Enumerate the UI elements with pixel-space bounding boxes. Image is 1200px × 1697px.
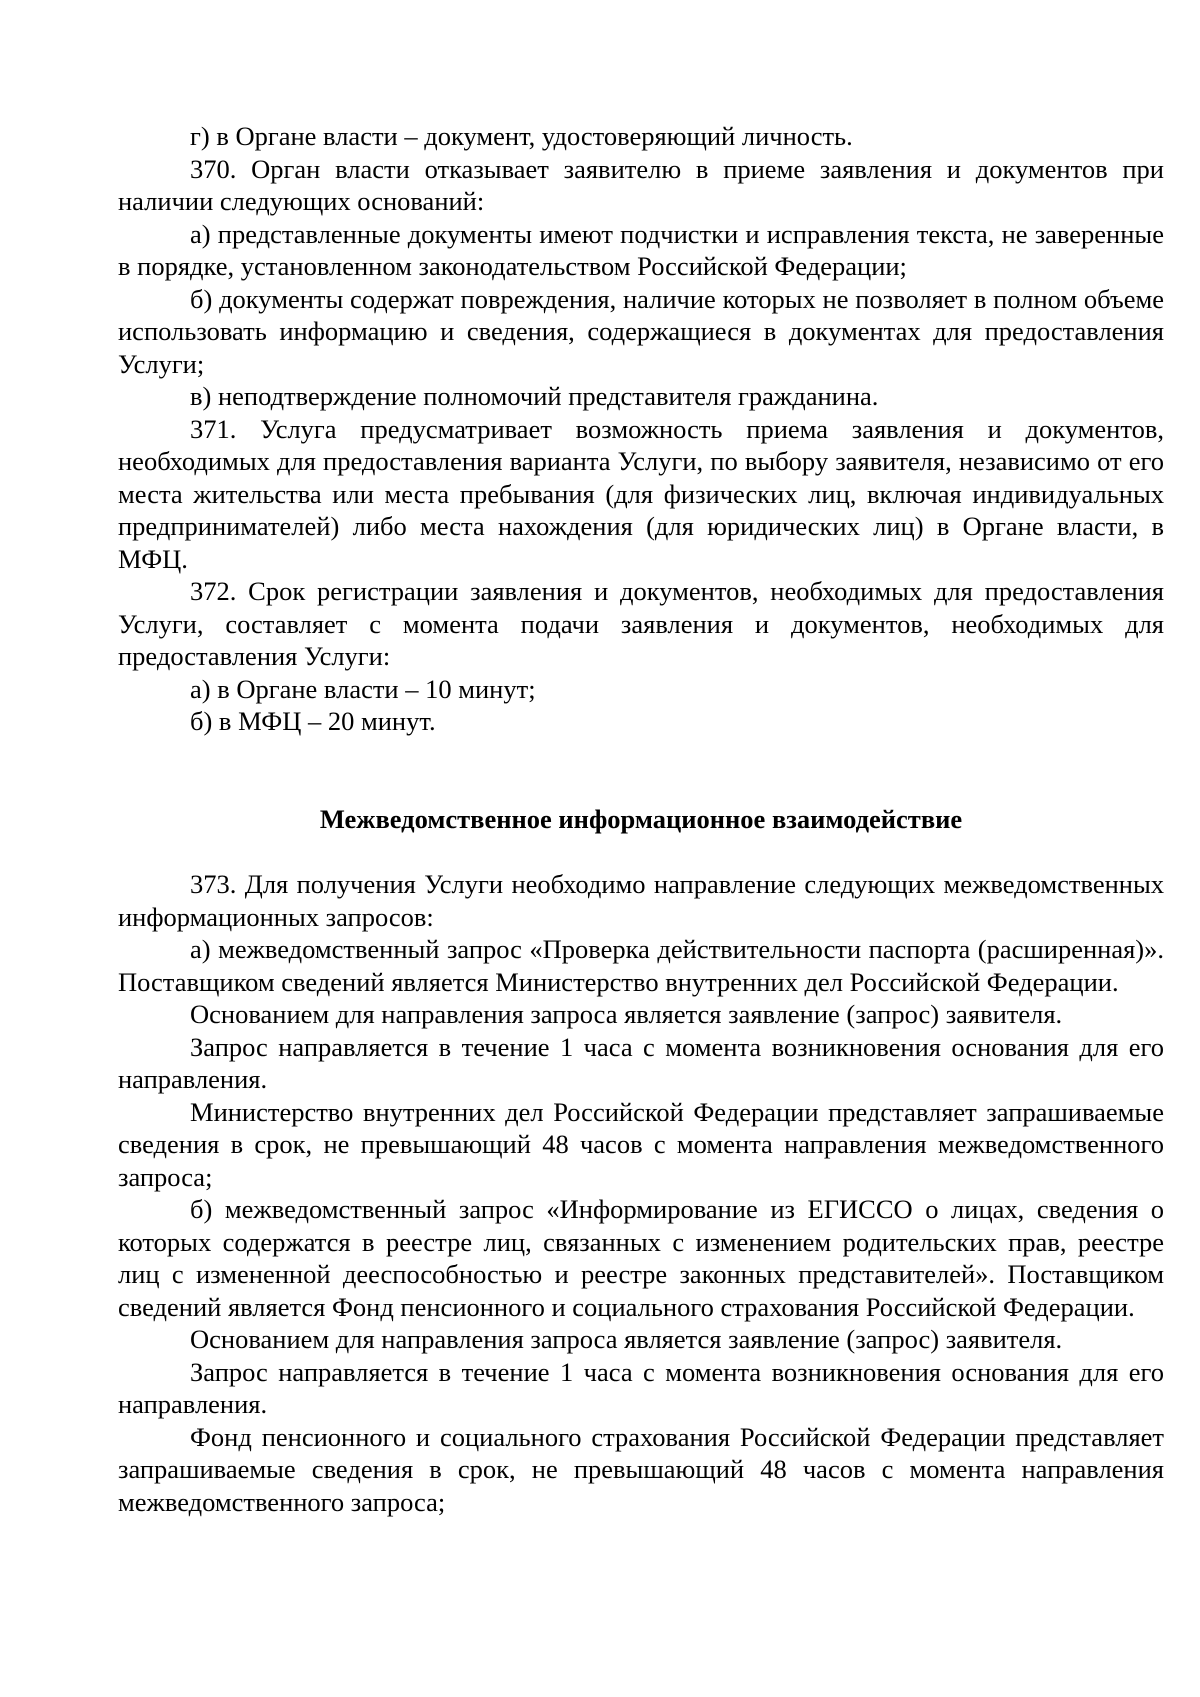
paragraph-371: 371. Услуга предусматривает возможность приема заявления и документов, необходимых для предоставления варианта Услуги, по выбору заявителя, независимо от его места жительства или места пребывания (для физических лиц, включая индивидуальных предпринимателей) либо места нахождения (для юридических лиц) в Органе власти, в МФЦ. — [118, 413, 1164, 574]
paragraph-370: 370. Орган власти отказывает заявителю в приеме заявления и документов при наличии следующих оснований: — [118, 153, 1164, 216]
paragraph-373-b: б) межведомственный запрос «Информирование из ЕГИССО о лицах, сведения о которых содержатся в реестре лиц, связанных с изменением родительских прав, реестре лиц с измененной дееспособностью и реестре законных представителей». Поставщиком сведений является Фонд пенсионного и социального страхования Российской Федерации. — [118, 1194, 1164, 1322]
paragraph-373-a: а) межведомственный запрос «Проверка действительности паспорта (расширенная)». Поставщиком сведений является Министерство внутренних дел Российской Федерации. — [118, 934, 1164, 997]
paragraph-370-v: в) неподтверждение полномочий представителя гражданина. — [190, 381, 879, 411]
paragraph-item-g: г) в Органе власти – документ, удостоверяющий личность. — [190, 121, 853, 151]
paragraph-372-b: б) в МФЦ – 20 минут. — [190, 706, 436, 736]
paragraph-timing-1: Запрос направляется в течение 1 часа с момента возникновения основания для его направления. — [118, 1031, 1164, 1094]
paragraph-basis-2: Основанием для направления запроса является заявление (запрос) заявителя. — [190, 1324, 1063, 1354]
document-page — [118, 120, 1164, 1518]
paragraph-timing-2: Запрос направляется в течение 1 часа с момента возникновения основания для его направления. — [118, 1356, 1164, 1419]
paragraph-basis-1: Основанием для направления запроса является заявление (запрос) заявителя. — [190, 999, 1063, 1029]
paragraph-372: 372. Срок регистрации заявления и документов, необходимых для предоставления Услуги, составляет с момента подачи заявления и документов, необходимых для предоставления Услуги: — [118, 576, 1164, 671]
paragraph-mvd-response: Министерство внутренних дел Российской Федерации представляет запрашиваемые сведения в срок, не превышающий 48 часов с момента направления межведомственного запроса; — [118, 1096, 1164, 1192]
paragraph-fund-response: Фонд пенсионного и социального страхования Российской Федерации представляет запрашиваемые сведения в срок, не превышающий 48 часов с момента направления межведомственного запроса; — [118, 1421, 1164, 1517]
section-heading: Межведомственное информационное взаимодействие — [319, 803, 963, 834]
paragraph-370-a: а) представленные документы имеют подчистки и исправления текста, не заверенные в порядке, установленном законодательством Российской Федерации; — [118, 218, 1164, 281]
paragraph-372-a: а) в Органе власти – 10 минут; — [190, 673, 536, 704]
paragraph-370-b: б) документы содержат повреждения, наличие которых не позволяет в полном объеме использовать информацию и сведения, содержащиеся в документах для предоставления Услуги; — [118, 283, 1164, 379]
paragraph-373: 373. Для получения Услуги необходимо направление следующих межведомственных информационных запросов: — [118, 869, 1164, 932]
